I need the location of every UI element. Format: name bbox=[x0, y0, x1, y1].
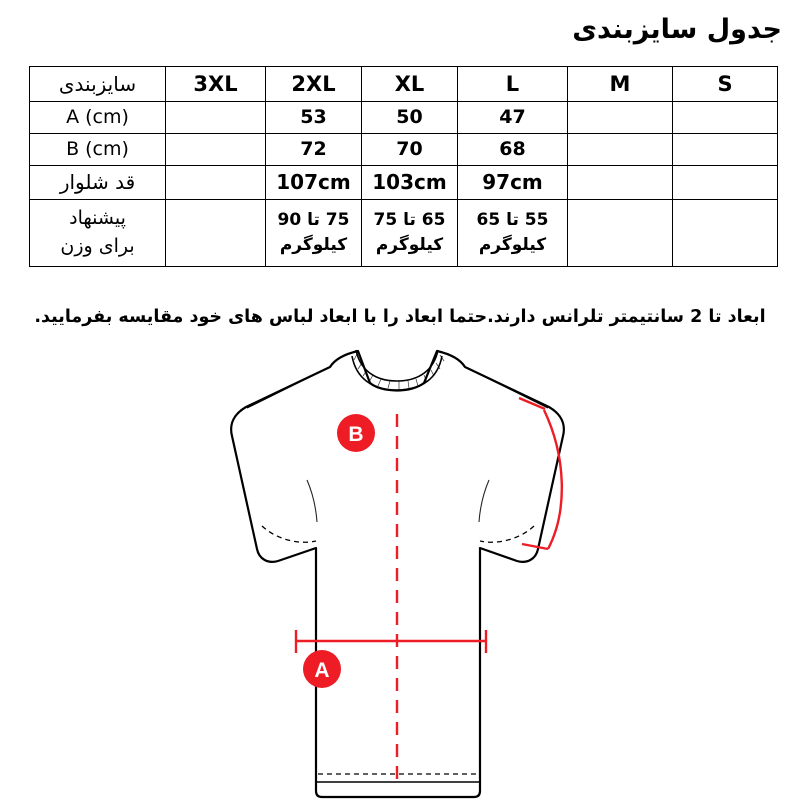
row-label-a: A (cm) bbox=[30, 102, 166, 134]
cell-weight-2xl-line1: 75 تا 90 bbox=[277, 210, 350, 231]
badge-b-label: B bbox=[348, 423, 364, 446]
cell-weight-m bbox=[568, 200, 673, 267]
badge-a bbox=[303, 650, 341, 688]
header-cell-m: M bbox=[568, 67, 673, 102]
header-cell-label: سایزبندی bbox=[30, 67, 166, 102]
cell-pants-3xl bbox=[166, 166, 266, 200]
table-header-row bbox=[30, 67, 778, 102]
cell-weight-xl-line1: 65 تا 75 bbox=[373, 210, 446, 231]
cell-weight-3xl bbox=[166, 200, 266, 267]
badge-a-label: A bbox=[314, 659, 330, 682]
cell-a-xl: 50 bbox=[362, 102, 458, 134]
cell-b-xl: 70 bbox=[362, 134, 458, 166]
cell-b-m bbox=[568, 134, 673, 166]
cell-weight-s bbox=[673, 200, 778, 267]
cell-weight-2xl-line2: کیلوگرم bbox=[279, 235, 348, 255]
table-row bbox=[30, 166, 778, 200]
cell-pants-l: 97cm bbox=[458, 166, 568, 200]
cell-b-s bbox=[673, 134, 778, 166]
table-row bbox=[30, 134, 778, 166]
badge-b bbox=[337, 414, 375, 452]
header-cell-l: L bbox=[458, 67, 568, 102]
cell-pants-2xl: 107cm bbox=[266, 166, 362, 200]
header-cell-s: S bbox=[673, 67, 778, 102]
cell-b-2xl: 72 bbox=[266, 134, 362, 166]
row-label-weight-line1: پیشنهاد bbox=[69, 207, 126, 230]
cell-weight-2xl bbox=[266, 200, 362, 267]
table-row bbox=[30, 200, 778, 267]
row-label-pants: قد شلوار bbox=[30, 166, 166, 200]
cell-weight-l-line2: کیلوگرم bbox=[478, 235, 547, 255]
cell-weight-xl-line2: کیلوگرم bbox=[375, 235, 444, 255]
row-label-b: B (cm) bbox=[30, 134, 166, 166]
tshirt-illustration bbox=[0, 336, 800, 800]
header-cell-xl: XL bbox=[362, 67, 458, 102]
cell-a-3xl bbox=[166, 102, 266, 134]
cell-b-3xl bbox=[166, 134, 266, 166]
header-cell-2xl: 2XL bbox=[266, 67, 362, 102]
cell-pants-m bbox=[568, 166, 673, 200]
page-title: جدول سایزبندی bbox=[572, 14, 782, 45]
cell-pants-s bbox=[673, 166, 778, 200]
cell-weight-l-line1: 55 تا 65 bbox=[476, 210, 549, 231]
cell-weight-xl bbox=[362, 200, 458, 267]
cell-pants-xl: 103cm bbox=[362, 166, 458, 200]
header-cell-3xl: 3XL bbox=[166, 67, 266, 102]
cell-a-l: 47 bbox=[458, 102, 568, 134]
size-chart-table bbox=[29, 66, 778, 267]
cell-weight-l bbox=[458, 200, 568, 267]
row-label-weight-line2: برای وزن bbox=[60, 235, 135, 257]
table-row bbox=[30, 102, 778, 134]
cell-a-2xl: 53 bbox=[266, 102, 362, 134]
cell-a-s bbox=[673, 102, 778, 134]
cell-b-l: 68 bbox=[458, 134, 568, 166]
tolerance-note: ابعاد تا 2 سانتیمتر تلرانس دارند.حتما ابعاد را با ابعاد لباس های خود مقایسه بفرمایید. bbox=[34, 307, 766, 327]
row-label-weight bbox=[30, 200, 166, 267]
cell-a-m bbox=[568, 102, 673, 134]
